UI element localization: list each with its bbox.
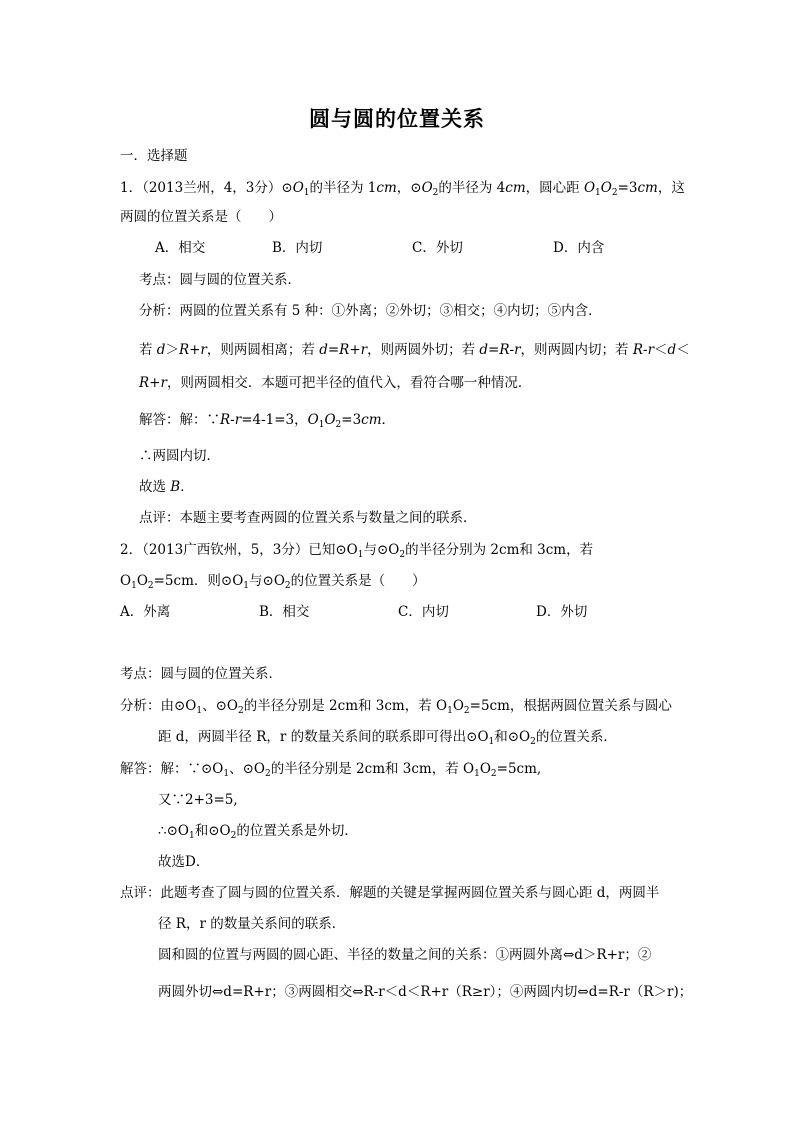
q2-choice: 故选D． [158,854,210,870]
q1-choice: 故选 B． [139,479,194,495]
q2-dianping-line4: 两圆外切⇔d=R+r；③两圆相交⇔R-r＜d＜R+r（R≥r）；④两圆内切⇔d=R-r（R＞r)； [158,984,693,1000]
q2-stem-line1: 2．（2013广西钦州，5，3分）已知$⊙O_1$与$⊙O_2$的半径分别为 2cm和 3cm，若 [120,542,594,560]
q2-fenxi-line1: 分析：由$⊙O_1$、$⊙O_2$的半径分别是 2cm和 3cm，若 $O_1O_2=5cm$，根据两圆位置关系与圆心 [120,698,672,716]
q1-option-c: C．外切 [412,240,463,256]
q1-option-b: B．内切 [272,240,323,256]
q1-jieda: 解答：解：∵R-r=4-1=3，$O_1O_2=3cm$． [139,412,396,430]
q1-conclusion: ∴两圆内切． [139,448,220,464]
page-title: 圆与圆的位置关系 [309,107,485,131]
q1-stem-line1: 1．（2013兰州，4，3分）$⊙O_1$的半径为 1cm，$⊙O_2$的半径为 4cm，圆心距 $O_1O_2=3cm$，这 [120,180,685,198]
q1-kaodian: 考点：圆与圆的位置关系． [139,272,301,288]
q2-option-c: C．内切 [398,604,449,620]
section-heading: 一．选择题 [120,148,188,164]
q1-fenxi-line2: 若 d＞R+r，则两圆相离；若 d=R+r，则两圆外切；若 d=R-r，则两圆内切；若 R-r＜d＜ [139,342,690,358]
q1-option-d: D．内含 [553,240,605,256]
q2-jieda-line3: $\therefore⊙O_1$和$⊙O_2$的位置关系是外切． [158,823,358,841]
q2-fenxi-line2: 距 d，两圆半径 R，r 的数量关系间的联系即可得出$⊙O_1$和$⊙O_2$的位置关系． [158,729,617,747]
q1-dianping: 点评：本题主要考查两圆的位置关系与数量之间的联系． [139,510,477,526]
q1-stem-line2: 两圆的位置关系是（ ） [120,209,282,225]
q2-dianping-line1: 点评：此题考查了圆与圆的位置关系．解题的关键是掌握两圆位置关系与圆心距 d，两圆半 [120,885,660,901]
q2-option-a: A．外离 [120,604,171,620]
q2-kaodian: 考点：圆与圆的位置关系． [120,666,282,682]
q2-option-b: B．相交 [259,604,310,620]
q2-option-d: D．外切 [536,604,588,620]
q2-jieda-line2: 又∵2+3=5, [158,792,238,808]
q2-stem-line2: $O_1O_2=5cm$．则$⊙O_1$与$⊙O_2$的位置关系是（ ） [120,573,426,591]
q1-fenxi: 分析：两圆的位置关系有 5 种：①外离；②外切；③相交；④内切；⑤内含． [139,303,602,319]
q2-dianping-line3: 圆和圆的位置与两圆的圆心距、半径的数量之间的关系：①两圆外离⇔d＞R+r；② [158,947,652,963]
q2-jieda-line1: 解答：解：$\because⊙O_1$、$⊙O_2$的半径分别是 2cm和 3cm，若 $O_1O_2=5cm$, [120,761,542,779]
q1-fenxi-line3: R+r，则两圆相交．本题可把半径的值代入，看符合哪一种情况． [139,375,532,391]
q1-option-a: A．相交 [155,240,206,256]
q2-dianping-line2: 径 R，r 的数量关系间的联系． [158,916,346,932]
